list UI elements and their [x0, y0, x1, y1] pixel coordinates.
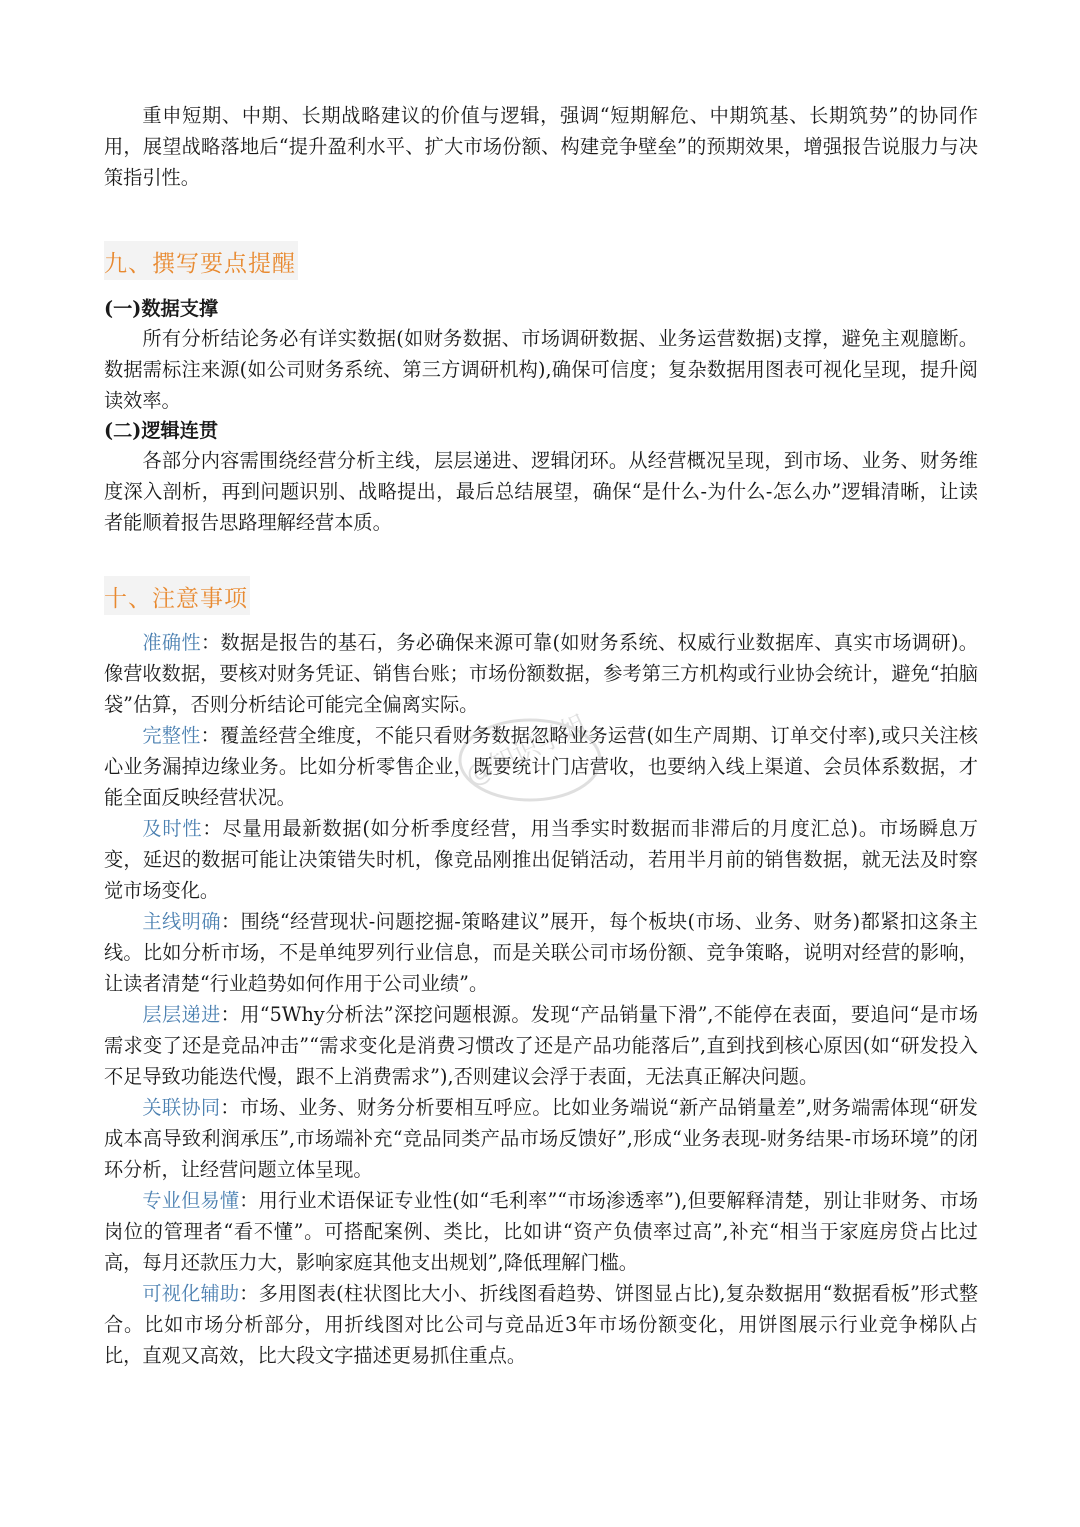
notice-text: ：市场、业务、财务分析要相互呼应。比如业务端说“新产品销量差”,财务端需体现“研发成本高导致利润承压”,市场端补充“竞品同类产品市场反馈好”,形成“业务表现-财务结果-市场环境”的闭环分析，让经营问题立体呈现。 — [104, 1096, 978, 1181]
notice-item — [104, 813, 978, 906]
notice-item — [104, 1278, 978, 1371]
notice-item — [104, 906, 978, 999]
notice-term: 层层递进 — [142, 1003, 221, 1026]
notice-term: 准确性 — [142, 631, 201, 654]
section-10-title: 十、注意事项 — [104, 576, 250, 615]
watermark-text: @知识学姐 — [461, 709, 592, 792]
notice-text: ：用行业术语保证专业性(如“毛利率”“市场渗透率”),但要解释清楚，别让非财务、市场岗位的管理者“看不懂”。可搭配案例、类比，比如讲“资产负债率过高”,补充“相当于家庭房贷占比过高，每月还款压力大，影响家庭其他支出规划”,降低理解门槛。 — [104, 1189, 979, 1274]
section-9-sub-2-text: 各部分内容需围绕经营分析主线，层层递进、逻辑闭环。从经营概况呈现，到市场、业务、财务维度深入剖析，再到问题识别、战略提出，最后总结展望，确保“是什么-为什么-怎么办”逻辑清晰，让读者能顺着报告思路理解经营本质。 — [104, 449, 978, 534]
notice-item — [104, 1092, 978, 1185]
notice-item — [104, 720, 978, 813]
notice-term: 完整性 — [142, 724, 201, 747]
notice-term: 及时性 — [142, 817, 203, 840]
notice-item — [104, 1185, 978, 1278]
section-9-sub-1-text: 所有分析结论务必有详实数据(如财务数据、市场调研数据、业务运营数据)支撑，避免主观臆断。数据需标注来源(如公司财务系统、第三方调研机构),确保可信度；复杂数据用图表可视化呈现，提升阅读效率。 — [104, 327, 978, 412]
notice-item — [104, 627, 978, 720]
notice-term: 专业但易懂 — [142, 1189, 240, 1212]
notice-text: ：数据是报告的基石，务必确保来源可靠(如财务系统、权威行业数据库、真实市场调研)。像营收数据，要核对财务凭证、销售台账；市场份额数据，参考第三方机构或行业协会统计，避免“拍脑袋”估算，否则分析结论可能完全偏离实际。 — [104, 631, 978, 716]
intro-paragraph: 重申短期、中期、长期战略建议的价值与逻辑，强调“短期解危、中期筑基、长期筑势”的协同作用，展望战略落地后“提升盈利水平、扩大市场份额、构建竞争壁垒”的预期效果，增强报告说服力与决策指引性。 — [104, 104, 978, 189]
notice-text: ：多用图表(柱状图比大小、折线图看趋势、饼图显占比),复杂数据用“数据看板”形式整合。比如市场分析部分，用折线图对比公司与竞品近3年市场份额变化，用饼图展示行业竞争梯队占比，直观又高效，比大段文字描述更易抓住重点。 — [104, 1282, 979, 1367]
notice-term: 关联协同 — [142, 1096, 221, 1119]
document-page — [104, 100, 978, 1371]
notice-text: ：围绕“经营现状-问题挖掘-策略建议”展开，每个板块(市场、业务、财务)都紧扣这条主线。比如分析市场，不是单纯罗列行业信息，而是关联公司市场份额、竞争策略，说明对经营的影响，让读者清楚“行业趋势如何作用于公司业绩”。 — [104, 910, 978, 995]
section-9-sub-2-title: (二)逻辑连贯 — [104, 419, 219, 442]
notice-term: 可视化辅助 — [142, 1282, 240, 1305]
notice-text: ：覆盖经营全维度，不能只看财务数据忽略业务运营(如生产周期、订单交付率),或只关注核心业务漏掉边缘业务。比如分析零售企业，既要统计门店营收，也要纳入线上渠道、会员体系数据，才能全面反映经营状况。 — [104, 724, 978, 809]
section-9-title: 九、撰写要点提醒 — [104, 241, 298, 280]
notice-item — [104, 999, 978, 1092]
notice-text: ：尽量用最新数据(如分析季度经营，用当季实时数据而非滞后的月度汇总)。市场瞬息万变，延迟的数据可能让决策错失时机，像竞品刚推出促销活动，若用半月前的销售数据，就无法及时察觉市场变化。 — [104, 817, 978, 902]
notice-text: ：用“5Why分析法”深挖问题根源。发现“产品销量下滑”,不能停在表面，要追问“是市场需求变了还是竞品冲击”“需求变化是消费习惯改了还是产品功能落后”,直到找到核心原因(如“研发投入不足导致功能迭代慢，跟不上消费需求”),否则建议会浮于表面，无法真正解决问题。 — [104, 1003, 979, 1088]
notice-term: 主线明确 — [142, 910, 221, 933]
section-9-sub-1-title: (一)数据支撑 — [104, 297, 219, 320]
